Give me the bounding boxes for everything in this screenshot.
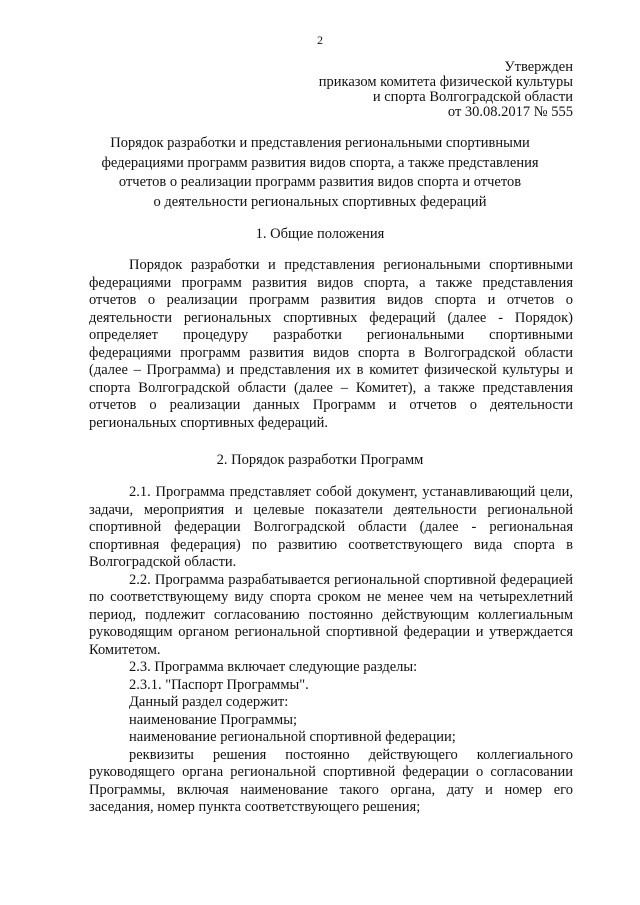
title-line: о деятельности региональных спортивных федераций — [153, 193, 487, 210]
page-number: 2 — [317, 33, 323, 47]
paragraph: Данный раздел содержит: — [129, 694, 289, 710]
paragraph: реквизиты решения постоянно действующего коллегиального руководящего органа региональной спортивной федерации о согласовании Программы, включая наименование такого органа, дату и номер его заседания, номер пункта соответствующего решения; — [89, 746, 573, 815]
title-line: отчетов о реализации программ развития видов спорта и отчетов — [118, 174, 522, 190]
section-1-body — [89, 257, 573, 432]
paragraph: 2.2. Программа разрабатывается региональной спортивной федерацией по соответствующему виду спорта сроком не менее чем на четырехлетний период, подлежит согласованию постоянно действующим коллегиальным руководящим органом региональной спортивной федерации и утверждается Комитетом. — [89, 571, 573, 658]
approval-line: приказом комитета физической культуры — [318, 74, 573, 90]
section-2-heading: 2. Порядок разработки Программ — [216, 452, 424, 468]
paragraph: наименование региональной спортивной федерации; — [129, 729, 456, 745]
section-1-heading: 1. Общие положения — [255, 226, 385, 242]
title-line: федерациями программ развития видов спорта, а также представления — [101, 154, 539, 171]
paragraph: 2.3.1. "Паспорт Программы". — [129, 676, 309, 693]
document-title — [60, 134, 580, 212]
paragraph: Порядок разработки и представления региональными спортивными федерациями программ развития видов спорта, а также представления отчетов о реализации программ развития видов спорта и отчетов о деятельности региональных спортивных федераций (далее - Порядок) определяет процедуру разработки региональными спортивными федерациями программ развития видов спорта в Волгоградской области (далее – Программа) и представления их в комитет физической культуры и спорта Волгоградской области (далее – Комитет), а также представления отчетов о реализации данных Программ и отчетов о деятельности региональных спортивных федераций. — [89, 257, 573, 431]
approval-line: и спорта Волгоградской области — [372, 89, 573, 105]
title-line: Порядок разработки и представления региональными спортивными — [110, 135, 530, 151]
paragraph: 2.1. Программа представляет собой документ, устанавливающий цели, задачи, мероприятия и целевые показатели деятельности региональной спортивной федерации Волгоградской области (далее - региональная спортивная федерация) по развитию соответствующего вида спорта в Волгоградской области. — [89, 484, 573, 570]
approval-line: Утвержден — [504, 59, 573, 75]
section-2-body — [89, 484, 573, 817]
approval-stamp — [319, 60, 573, 120]
paragraph: наименование Программы; — [129, 711, 297, 728]
paragraph: 2.3. Программа включает следующие разделы: — [129, 659, 418, 675]
approval-line: от 30.08.2017 № 555 — [447, 104, 573, 120]
